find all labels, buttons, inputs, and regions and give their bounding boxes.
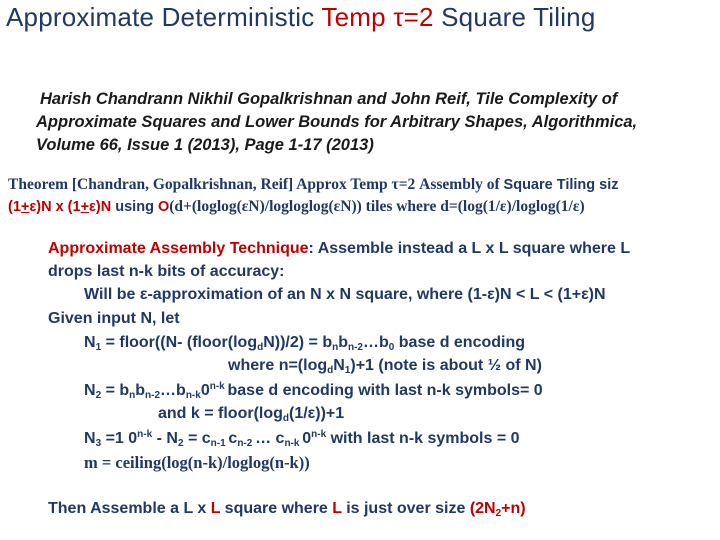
final-size-b: +n) (501, 500, 526, 517)
theorem-l2-O: O (157, 199, 170, 215)
technique-rest: : Assemble instead a L x L square where L (308, 240, 631, 257)
technique-line-2: drops last n-k bits of accuracy: (48, 263, 285, 280)
citation-line-1: Harish Chandrann Nikhil Gopalkrishnan and John Reif, Tile Complexity of (40, 90, 618, 108)
n2-sup-e: n-k (209, 381, 228, 392)
equation-n3 (84, 429, 520, 449)
theorem-line-2 (8, 198, 585, 216)
n2-subscript: 2 (95, 390, 102, 401)
equation-n1-where (228, 357, 542, 376)
equation-n2 (84, 381, 543, 401)
n3-subscript: 3 (95, 438, 102, 449)
equation-m: m = ceiling(log(n-k)/loglog(n-k)) (84, 453, 310, 472)
where-part-a: where n=(log (228, 357, 328, 374)
n2-sub-c: n-2 (145, 390, 161, 401)
n2-symbol: N (84, 382, 96, 399)
n1-symbol: N (84, 334, 96, 351)
n1-part-c: N))/2) = b (263, 334, 333, 351)
final-part-e: is just over size (341, 500, 470, 517)
title-part-2: Temp τ=2 (321, 2, 434, 32)
n3-part-f: … c (255, 430, 285, 447)
n1-log-base: d (257, 342, 264, 353)
equation-n1 (84, 334, 525, 353)
citation-line-3: Volume 66, Issue 1 (2013), Page 1-17 (2013) (36, 136, 374, 154)
final-L-2: L (332, 500, 342, 517)
n1-part-e: …b (362, 334, 389, 351)
n1-sub-e: 0 (388, 342, 395, 353)
citation-line-2: Approximate Squares and Lower Bounds for Arbitrary Shapes, Algorithmica, (36, 113, 638, 131)
k-log-base: d (282, 413, 289, 424)
n1-sub-c: n (332, 342, 339, 353)
theorem-l2-d: (d+(loglog(εN)/logloglog(εN)) tiles where d=(log(1/ε)/loglog(1/ε) (169, 198, 585, 215)
technique-line-1 (48, 240, 630, 258)
n1-subscript: 1 (95, 342, 102, 353)
theorem-l2-c: ε)N (89, 199, 116, 215)
n3-part-b: =1 0 (101, 430, 138, 447)
n2-part-f: base d encoding with last n-k symbols= 0 (227, 382, 543, 399)
where-sub-a: d (327, 365, 334, 376)
theorem-l2-a: (1 (8, 199, 21, 215)
n3-part-g: 0 (302, 430, 312, 447)
where-sub-b: 1 (344, 365, 351, 376)
k-part-a: and k = floor(log (158, 405, 283, 422)
theorem-line-1 (8, 176, 619, 194)
theorem-l2-pm2: + (80, 199, 90, 215)
n3-sup-b: n-k (137, 429, 153, 440)
final-statement (48, 500, 526, 519)
n1-part-f: base d encoding (394, 334, 526, 351)
final-part-c: square where (220, 500, 333, 517)
n2-part-b: = b (101, 382, 130, 399)
n2-part-c: b (135, 382, 146, 399)
n3-sub-c: 2 (177, 438, 184, 449)
n3-part-h: with last n-k symbols = 0 (326, 430, 520, 447)
k-part-b: (1/ε))+1 (289, 405, 345, 422)
slide-title (6, 2, 596, 33)
theorem-l2-using: using (115, 199, 158, 215)
n3-sub-d: n-1 (210, 438, 229, 449)
n2-sub-d: n-k (185, 390, 201, 401)
technique-line-3: Will be ε-approximation of an N x N square, where (1-ε)N < L < (1+ε)N (84, 286, 606, 303)
n3-part-d: = c (183, 430, 211, 447)
final-L-1: L (210, 500, 221, 517)
n3-sub-e: n-2 (237, 438, 256, 449)
theorem-l1-a: Theorem [Chandran, Gopalkrishnan, Reif] Approx Temp τ=2 Assembly of (8, 176, 504, 193)
n3-part-e: c (228, 430, 238, 447)
n2-part-e: 0 (200, 382, 210, 399)
theorem-l2-pm1: + (20, 199, 30, 215)
theorem-l1-b: Square Tiling siz (503, 177, 619, 193)
n2-sub-b: n (129, 390, 136, 401)
technique-line-4: Given input N, let (48, 310, 180, 327)
n3-sup-g: n-k (311, 429, 327, 440)
title-part-1: Approximate Deterministic (6, 2, 322, 32)
final-part-a: Then Assemble a L x (48, 500, 211, 517)
n3-sub-f: n-k (284, 438, 303, 449)
n1-part-b: = floor((N- (floor(log (101, 334, 258, 351)
theorem-l2-b: ε)N x (1 (29, 199, 81, 215)
n3-part-c: - N (152, 430, 178, 447)
equation-k (158, 405, 344, 424)
where-part-b: N (333, 357, 345, 374)
technique-label: Approximate Assembly Technique (48, 240, 309, 257)
final-size-a: (2N (469, 500, 496, 517)
n1-sub-d: n-2 (347, 342, 363, 353)
final-size-sub: 2 (495, 508, 502, 519)
where-part-c: )+1 (note is about ½ of N) (350, 357, 542, 374)
title-part-3: Square Tiling (433, 2, 596, 32)
n3-symbol: N (84, 430, 96, 447)
n2-part-d: …b (160, 382, 186, 399)
n1-part-d: b (338, 334, 348, 351)
